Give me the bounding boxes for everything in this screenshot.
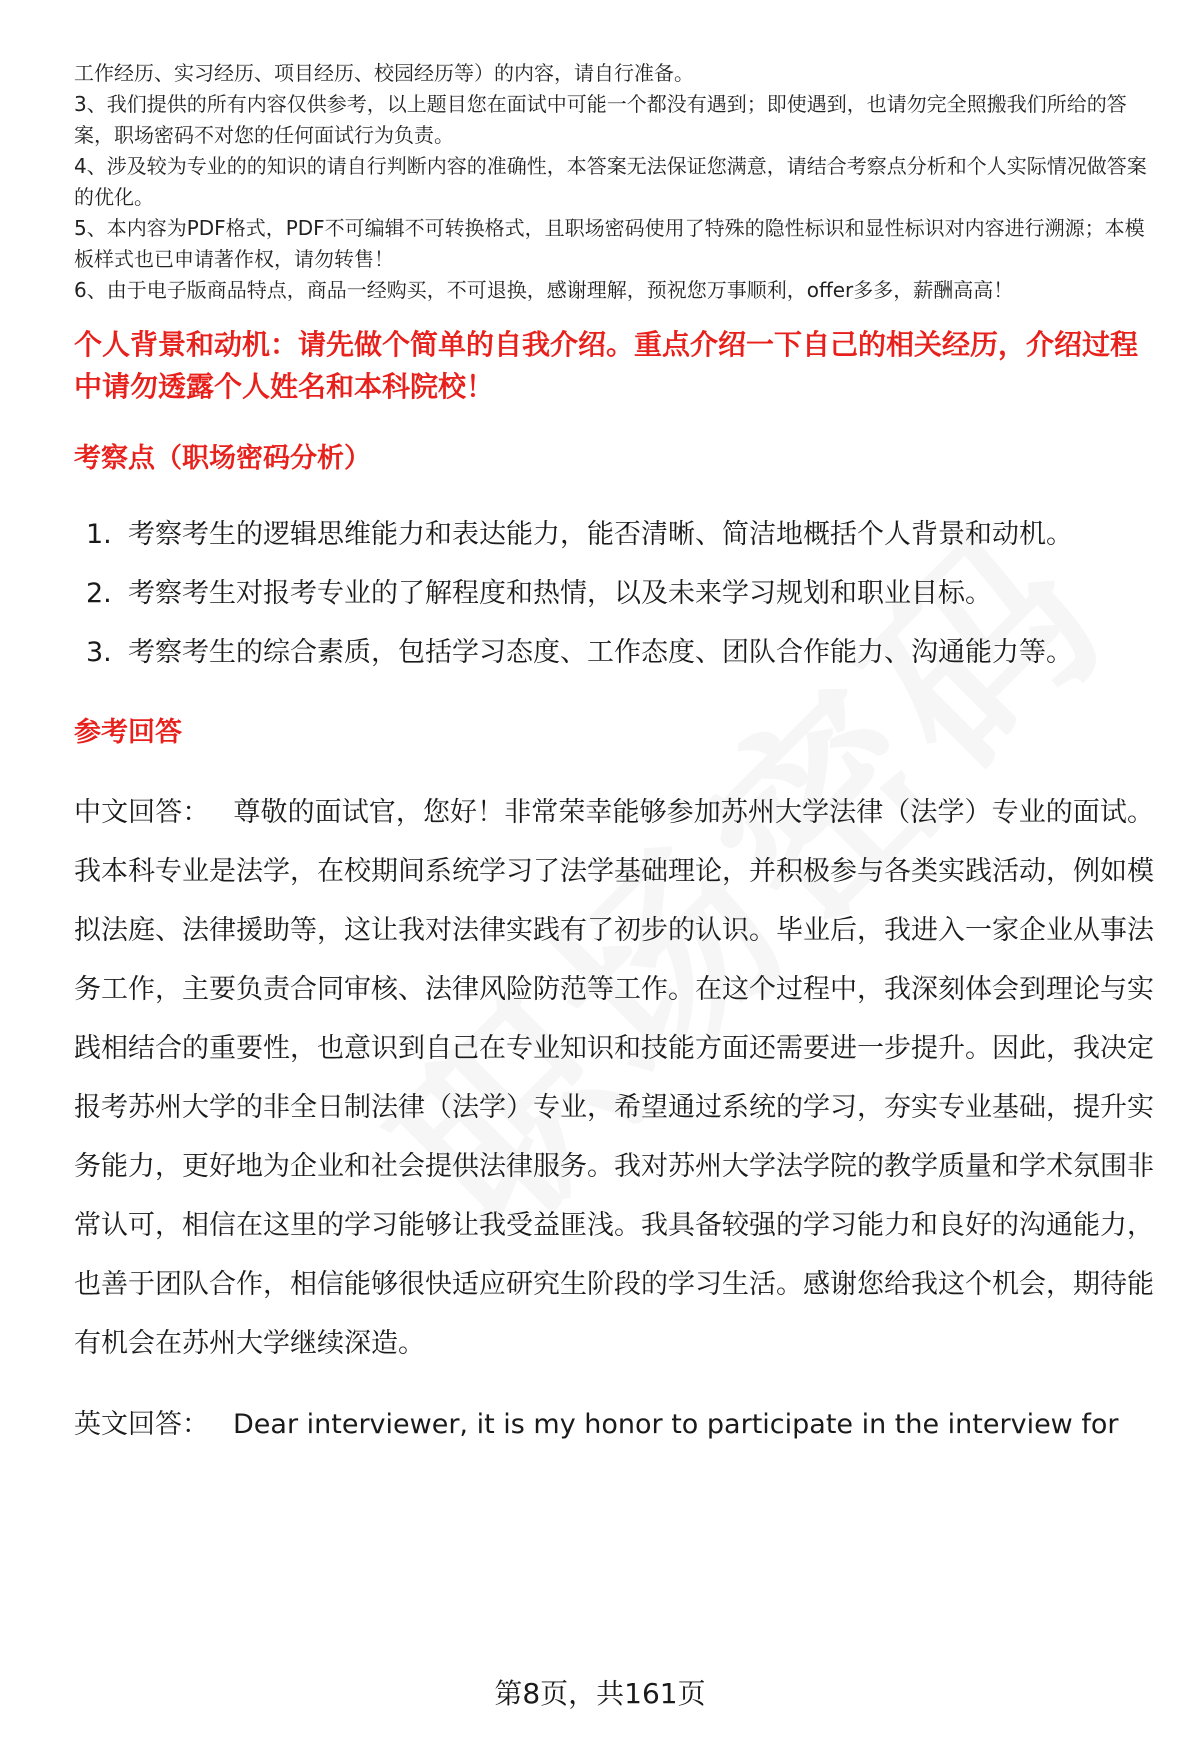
assessment-point (74, 623, 1154, 682)
notice-notes (74, 58, 1154, 306)
points-heading: 考察点（职场密码分析） (74, 443, 371, 474)
english-answer-text: Dear interviewer, it is my honor to participate in the interview for (233, 1409, 1119, 1440)
page-number: 第8页，共161页 (494, 1677, 706, 1710)
assessment-points (74, 505, 1154, 682)
point-text: 考察考生对报考专业的了解程度和热情，以及未来学习规划和职业目标。 (128, 578, 992, 609)
note-line: 4、涉及较为专业的的知识的请自行判断内容的准确性，本答案无法保证您满意，请结合考察点分析和个人实际情况做答案的优化。 (74, 154, 1147, 209)
document-page (74, 58, 1154, 1454)
assessment-point (74, 505, 1154, 564)
note-line: 5、本内容为PDF格式，PDF不可编辑不可转换格式，且职场密码使用了特殊的隐性标识和显性标识对内容进行溯源；本模板样式也已申请著作权，请勿转售！ (74, 216, 1145, 271)
note-line: 工作经历、实习经历、项目经历、校园经历等）的内容，请自行准备。 (74, 61, 694, 85)
chinese-answer-text: 尊敬的面试官，您好！非常荣幸能够参加苏州大学法律（法学）专业的面试。我本科专业是法学，在校期间系统学习了法学基础理论，并积极参与各类实践活动，例如模拟法庭、法律援助等，这让我对法律实践有了初步的认识。毕业后，我进入一家企业从事法务工作，主要负责合同审核、法律风险防范等工作。在这个过程中，我深刻体会到理论与实践相结合的重要性，也意识到自己在专业知识和技能方面还需要进一步提升。因此，我决定报考苏州大学的非全日制法律（法学）专业，希望通过系统的学习，夯实专业基础，提升实务能力，更好地为企业和社会提供法律服务。我对苏州大学法学院的教学质量和学术氛围非常认可，相信在这里的学习能够让我受益匪浅。我具备较强的学习能力和良好的沟通能力，也善于团队合作，相信能够很快适应研究生阶段的学习生活。感谢您给我这个机会，期待能有机会在苏州大学继续深造。 (74, 797, 1155, 1359)
answer-heading: 参考回答 (74, 717, 182, 748)
chinese-answer-label: 中文回答： (74, 797, 210, 828)
english-answer-label: 英文回答： (74, 1409, 209, 1440)
point-number: 2. (86, 578, 112, 609)
assessment-point (74, 564, 1154, 623)
point-text: 考察考生的综合素质，包括学习态度、工作态度、团队合作能力、沟通能力等。 (128, 637, 1073, 668)
point-number: 1. (86, 519, 112, 550)
point-text: 考察考生的逻辑思维能力和表达能力，能否清晰、简洁地概括个人背景和动机。 (128, 519, 1073, 550)
english-answer (74, 1395, 1154, 1454)
note-line: 3、我们提供的所有内容仅供参考，以上题目您在面试中可能一个都没有遇到；即使遇到，也请勿完全照搬我们所给的答案，职场密码不对您的任何面试行为负责。 (74, 92, 1127, 147)
point-number: 3. (86, 637, 112, 668)
chinese-answer (74, 783, 1154, 1373)
interview-question: 个人背景和动机：请先做个简单的自我介绍。重点介绍一下自己的相关经历，介绍过程中请勿透露个人姓名和本科院校！ (74, 328, 1139, 403)
note-line: 6、由于电子版商品特点，商品一经购买，不可退换，感谢理解，预祝您万事顺利，offer多多，薪酬高高！ (74, 278, 1014, 302)
